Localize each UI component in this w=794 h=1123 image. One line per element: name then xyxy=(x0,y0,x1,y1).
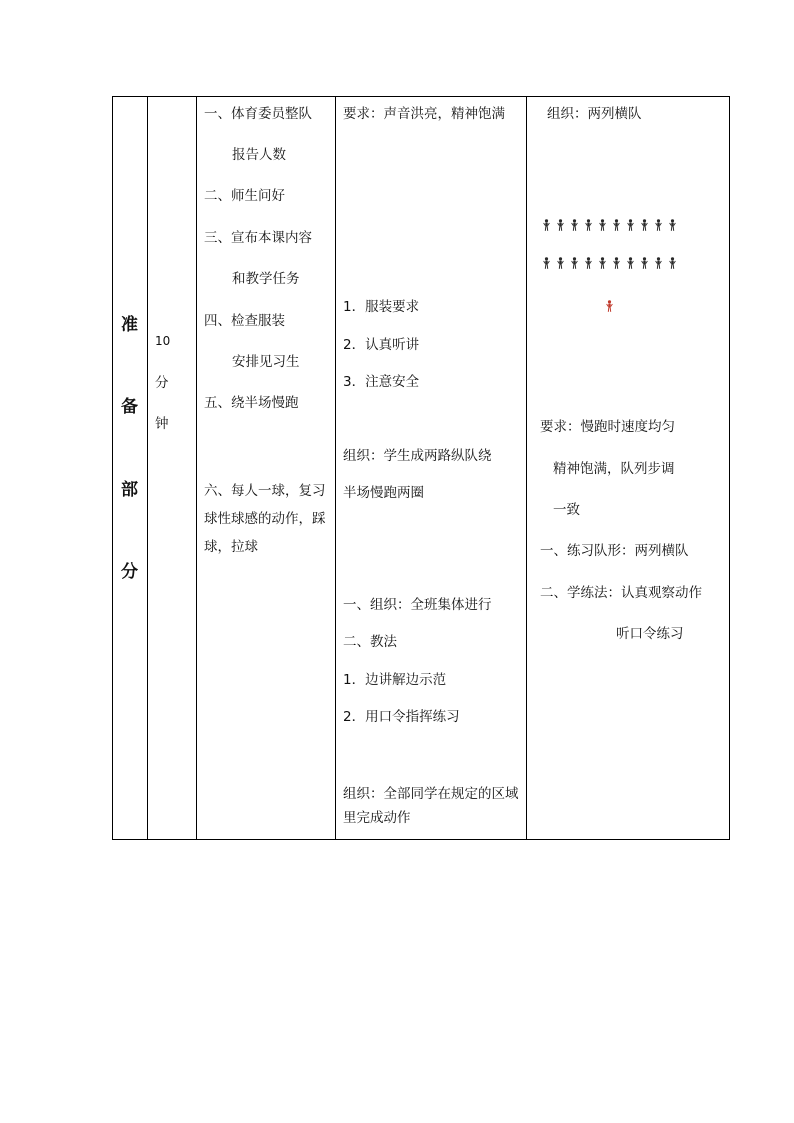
organization-practice: 二、学练法：认真观察动作 xyxy=(540,585,702,601)
methods-org-class: 1．边讲解边示范 xyxy=(343,672,447,688)
organization-title: 组织：两列横队 xyxy=(547,106,642,122)
content-item: 四、检查服装 xyxy=(204,313,285,329)
organization-practice: 听口令练习 xyxy=(616,626,684,642)
student-icon xyxy=(571,254,578,266)
methods-org-class: 二、教法 xyxy=(343,634,397,650)
student-icon xyxy=(655,216,662,228)
content-item: 二、师生问好 xyxy=(204,188,285,204)
time-value: 10 xyxy=(155,334,171,348)
student-icon xyxy=(557,254,564,266)
student-icon xyxy=(543,216,550,228)
methods-org-run: 半场慢跑两圈 xyxy=(343,485,424,501)
time-unit: 钟 xyxy=(155,416,169,432)
student-icon xyxy=(599,216,606,228)
student-icon xyxy=(641,216,648,228)
methods-org-area: 组织：全部同学在规定的区域里完成动作 xyxy=(343,786,519,826)
organization-requirement: 精神饱满，队列步调 xyxy=(553,461,675,477)
organization-practice: 一、练习队形：两列横队 xyxy=(540,543,689,559)
student-icon xyxy=(585,254,592,266)
student-icon xyxy=(571,216,578,228)
student-icon xyxy=(585,216,592,228)
section-char: 部 xyxy=(121,480,138,500)
methods-requirement: 要求：声音洪亮，精神饱满 xyxy=(343,106,505,122)
student-icon xyxy=(557,216,564,228)
organization-requirement: 要求：慢跑时速度均匀 xyxy=(540,419,675,435)
content-item: 六、每人一球，复习球性球感的动作，踩球，拉球 xyxy=(204,483,326,555)
column-divider xyxy=(196,97,197,839)
section-char: 分 xyxy=(121,562,138,582)
methods-org-class: 一、组织：全班集体进行 xyxy=(343,597,492,613)
student-icon xyxy=(599,254,606,266)
organization-requirement: 一致 xyxy=(553,502,580,518)
teacher-icon xyxy=(606,297,613,309)
student-icon xyxy=(627,254,634,266)
student-icon xyxy=(669,254,676,266)
column-divider xyxy=(526,97,527,839)
content-item: 和教学任务 xyxy=(232,271,300,287)
content-item: 安排见习生 xyxy=(232,354,300,370)
content-item: 三、宣布本课内容 xyxy=(204,230,312,246)
student-icon xyxy=(627,216,634,228)
methods-org-run: 组织：学生成两路纵队绕 xyxy=(343,448,492,464)
section-char: 准 xyxy=(121,315,138,335)
content-item: 报告人数 xyxy=(232,147,286,163)
methods-item: 1．服装要求 xyxy=(343,299,420,315)
content-item: 五、绕半场慢跑 xyxy=(204,395,299,411)
methods-item: 3．注意安全 xyxy=(343,374,420,390)
student-icon xyxy=(669,216,676,228)
time-unit: 分 xyxy=(155,375,169,391)
methods-item: 2．认真听讲 xyxy=(343,337,420,353)
column-divider xyxy=(335,97,336,839)
student-icon xyxy=(543,254,550,266)
section-char: 备 xyxy=(121,397,138,417)
student-icon xyxy=(613,254,620,266)
student-icon xyxy=(641,254,648,266)
methods-org-class: 2．用口令指挥练习 xyxy=(343,709,460,725)
student-icon xyxy=(613,216,620,228)
student-icon xyxy=(655,254,662,266)
content-item: 一、体育委员整队 xyxy=(204,106,312,122)
column-divider xyxy=(147,97,148,839)
